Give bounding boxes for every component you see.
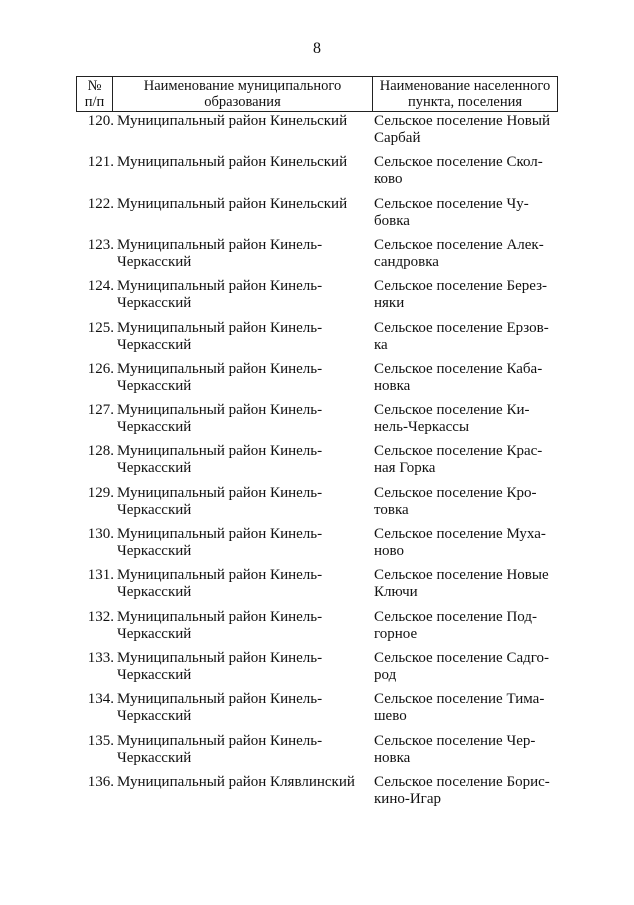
municipality-line: Муниципальный район Кинельский — [117, 113, 348, 129]
settlement-line: Сельское поселение Алек- — [374, 236, 544, 253]
settlement-line: Сельское поселение Берез- — [374, 278, 547, 295]
settlement-line: горное — [374, 625, 418, 642]
settlement-line: Сельское поселение Чер- — [374, 732, 536, 749]
table-header — [76, 76, 558, 112]
municipality-line: Муниципальный район Кинель- — [117, 443, 323, 460]
row-number: 125. — [87, 319, 114, 336]
table-row — [0, 320, 634, 362]
settlement-line: ново — [374, 543, 405, 559]
settlement-cell — [374, 774, 574, 808]
settlement-line: Сарбай — [374, 130, 421, 146]
settlement-line: Сельское поселение Новый — [374, 113, 550, 129]
municipality-line: Муниципальный район Кинель- — [117, 691, 323, 708]
settlement-line: ково — [374, 171, 403, 188]
page-number: 8 — [313, 40, 321, 57]
row-number: 131. — [87, 567, 114, 584]
municipality-line: Муниципальный район Кинель- — [117, 608, 323, 625]
settlement-line: Сельское поселение Кро- — [374, 484, 537, 501]
row-number: 121. — [87, 154, 114, 171]
settlement-line: ка — [374, 336, 388, 353]
settlement-line: Сельское поселение Каба- — [374, 360, 543, 377]
table-row — [0, 278, 634, 320]
municipality-cell — [117, 774, 367, 791]
municipality-cell — [117, 320, 367, 354]
settlement-line: Сельское поселение Новые — [374, 567, 549, 584]
municipality-line: Черкасский — [117, 336, 192, 353]
municipality-cell — [117, 113, 367, 130]
municipality-line: Муниципальный район Кинель- — [117, 526, 323, 542]
settlement-line: Сельское поселение Под- — [374, 608, 537, 625]
header-settlement-line: пункта, поселения — [407, 94, 523, 110]
municipality-line: Черкасский — [117, 460, 192, 477]
row-number: 132. — [87, 608, 114, 625]
municipality-cell — [117, 733, 367, 767]
settlement-cell — [374, 609, 574, 643]
municipality-cell — [117, 526, 367, 560]
table-row — [0, 650, 634, 692]
municipality-line: Муниципальный район Клявлинский — [117, 773, 355, 790]
municipality-cell — [117, 196, 367, 213]
settlement-cell — [374, 526, 574, 560]
municipality-cell — [117, 154, 367, 171]
settlement-line: новка — [374, 749, 411, 766]
settlement-line: Сельское поселение Борис- — [374, 773, 550, 790]
municipality-line: Черкасский — [117, 419, 192, 436]
settlement-cell — [374, 237, 574, 271]
settlement-cell — [374, 154, 574, 188]
municipality-line: Муниципальный район Кинель- — [117, 402, 323, 419]
row-number: 129. — [87, 484, 114, 501]
settlement-line: Сельское поселение Скол- — [374, 154, 543, 171]
settlement-line: товка — [374, 501, 409, 518]
municipality-line: Муниципальный район Кинель- — [117, 236, 323, 253]
municipality-cell — [117, 609, 367, 643]
municipality-cell — [117, 443, 367, 477]
header-municipality-line: Наименование муниципального — [143, 78, 342, 94]
settlement-line: Сельское поселение Чу- — [374, 195, 529, 212]
settlement-cell — [374, 278, 574, 312]
header-num-line: п/п — [84, 94, 105, 110]
table-row — [0, 526, 634, 568]
settlement-line: Ключи — [374, 584, 418, 601]
table-row — [0, 691, 634, 733]
municipality-line: Черкасский — [117, 377, 192, 394]
municipality-line: Муниципальный район Кинельский — [117, 195, 348, 212]
row-number: 127. — [87, 402, 114, 419]
settlement-cell — [374, 402, 574, 436]
settlement-line: кино-Игар — [374, 790, 441, 807]
table-row — [0, 113, 634, 155]
settlement-line: шево — [374, 708, 407, 725]
table-row — [0, 154, 634, 196]
municipality-line: Черкасский — [117, 543, 192, 559]
settlement-cell — [374, 196, 574, 230]
settlement-line: ная Горка — [374, 460, 436, 477]
row-number: 135. — [87, 732, 114, 749]
settlement-cell — [374, 113, 574, 147]
header-municipality — [113, 78, 372, 110]
settlement-cell — [374, 650, 574, 684]
settlement-line: сандровка — [374, 253, 439, 270]
table-row — [0, 733, 634, 775]
municipality-cell — [117, 567, 367, 601]
header-num — [77, 78, 112, 110]
header-municipality-line: образования — [204, 94, 281, 110]
municipality-line: Муниципальный район Кинель- — [117, 732, 323, 749]
row-number: 134. — [87, 691, 114, 708]
table-row — [0, 609, 634, 651]
row-number: 123. — [87, 236, 114, 253]
municipality-line: Черкасский — [117, 253, 192, 270]
municipality-cell — [117, 485, 367, 519]
table-row — [0, 567, 634, 609]
municipality-cell — [117, 361, 367, 395]
table-row — [0, 237, 634, 279]
municipality-line: Черкасский — [117, 501, 192, 518]
municipality-cell — [117, 237, 367, 271]
settlement-line: Сельское поселение Крас- — [374, 443, 543, 460]
municipality-line: Муниципальный район Кинель- — [117, 319, 323, 336]
municipality-line: Черкасский — [117, 666, 192, 683]
settlement-line: Сельское поселение Тима- — [374, 691, 545, 708]
municipality-line: Муниципальный район Кинель- — [117, 567, 323, 584]
settlement-line: Сельское поселение Садго- — [374, 649, 550, 666]
municipality-line: Черкасский — [117, 584, 192, 601]
row-number: 122. — [87, 195, 114, 212]
municipality-line: Черкасский — [117, 295, 192, 312]
municipality-line: Муниципальный район Кинель- — [117, 278, 323, 295]
table-row — [0, 774, 634, 816]
table-row — [0, 361, 634, 403]
settlement-cell — [374, 733, 574, 767]
settlement-cell — [374, 443, 574, 477]
municipality-cell — [117, 278, 367, 312]
settlement-line: Сельское поселение Ки- — [374, 402, 530, 419]
row-number: 130. — [87, 526, 114, 542]
municipality-line: Черкасский — [117, 708, 192, 725]
row-number: 124. — [87, 278, 114, 295]
settlement-cell — [374, 320, 574, 354]
settlement-line: няки — [374, 295, 405, 312]
municipality-line: Муниципальный район Кинель- — [117, 649, 323, 666]
municipality-line: Муниципальный район Кинель- — [117, 360, 323, 377]
settlement-cell — [374, 361, 574, 395]
settlement-line: нель-Черкассы — [374, 419, 470, 436]
table-row — [0, 485, 634, 527]
settlement-line: род — [374, 666, 397, 683]
municipality-line: Черкасский — [117, 749, 192, 766]
table-row — [0, 402, 634, 444]
settlement-cell — [374, 485, 574, 519]
row-number: 128. — [87, 443, 114, 460]
row-number: 126. — [87, 360, 114, 377]
municipality-line: Черкасский — [117, 625, 192, 642]
header-settlement-line: Наименование населенного — [379, 78, 551, 94]
row-number: 136. — [87, 773, 114, 790]
row-number: 120. — [87, 113, 114, 129]
municipality-cell — [117, 650, 367, 684]
municipality-cell — [117, 691, 367, 725]
settlement-line: Сельское поселение Ерзов- — [374, 319, 549, 336]
settlement-cell — [374, 567, 574, 601]
municipality-cell — [117, 402, 367, 436]
table-row — [0, 443, 634, 485]
municipality-line: Муниципальный район Кинель- — [117, 484, 323, 501]
row-number: 133. — [87, 649, 114, 666]
settlement-cell — [374, 691, 574, 725]
settlement-line: новка — [374, 377, 411, 394]
municipality-line: Муниципальный район Кинельский — [117, 154, 348, 171]
settlement-line: бовка — [374, 212, 410, 229]
settlement-line: Сельское поселение Муха- — [374, 526, 546, 542]
header-num-line: № — [87, 78, 102, 94]
header-settlement — [373, 78, 557, 110]
table-row — [0, 196, 634, 238]
